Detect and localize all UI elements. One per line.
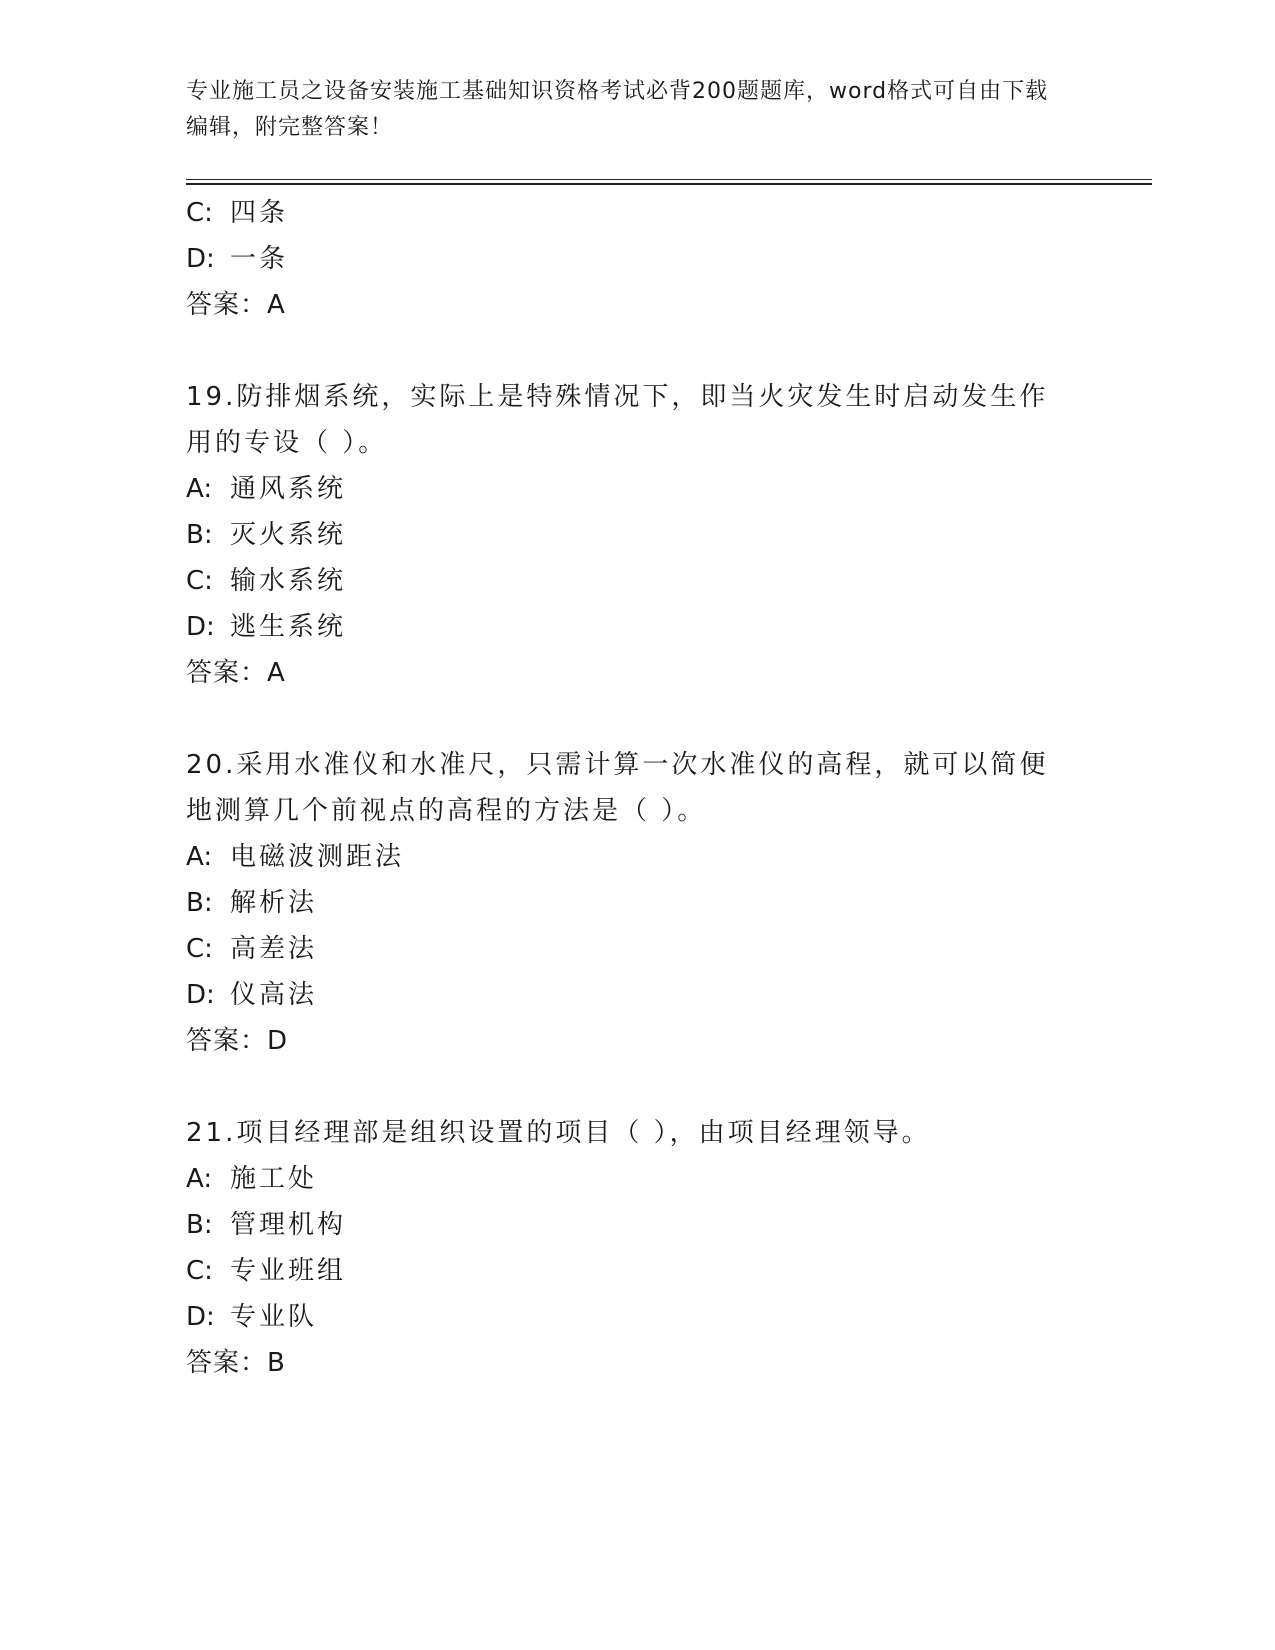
- option-label: D:: [186, 1302, 215, 1332]
- option-line: [186, 466, 1086, 512]
- option-line: [186, 926, 1086, 972]
- option-line: [186, 972, 1086, 1018]
- question-text: 19.防排烟系统，实际上是特殊情况下，即当火灾发生时启动发生作用的专设（ ）。: [186, 382, 1049, 458]
- question-block-20: [186, 742, 1086, 1064]
- option-text: 高差法: [230, 934, 318, 964]
- page-header: 专业施工员之设备安装施工基础知识资格考试必背200题题库，word格式可自由下载编辑，附完整答案！: [186, 79, 1049, 140]
- option-label: A:: [186, 474, 213, 504]
- option-text: 一条: [230, 244, 289, 274]
- option-label: B:: [186, 888, 213, 918]
- option-text: 专业班组: [230, 1256, 347, 1286]
- option-text: 施工处: [230, 1164, 318, 1194]
- option-label: C:: [186, 934, 213, 964]
- option-label: D:: [186, 980, 215, 1010]
- answer-line: 答案：A: [186, 658, 286, 688]
- option-text: 管理机构: [230, 1210, 347, 1240]
- option-text: 电磁波测距法: [230, 842, 405, 872]
- answer-line: 答案：A: [186, 290, 286, 320]
- option-line: [186, 1156, 1086, 1202]
- option-line: [186, 558, 1086, 604]
- option-label: D:: [186, 244, 215, 274]
- option-label: C:: [186, 1256, 213, 1286]
- option-label: B:: [186, 1210, 213, 1240]
- option-text: 仪高法: [230, 980, 318, 1010]
- option-label: A:: [186, 842, 213, 872]
- option-line: [186, 604, 1086, 650]
- option-line: [186, 1294, 1086, 1340]
- prev-question-block: [186, 190, 1086, 328]
- question-content: [186, 190, 1086, 1386]
- spacer: [186, 328, 1086, 374]
- spacer: [186, 696, 1086, 742]
- question-block-21: [186, 1110, 1086, 1386]
- question-block-19: [186, 374, 1086, 696]
- option-line: [186, 190, 1086, 236]
- option-line: [186, 236, 1086, 282]
- option-line: [186, 512, 1086, 558]
- option-text: 逃生系统: [230, 612, 347, 642]
- option-label: C:: [186, 198, 213, 228]
- option-label: C:: [186, 566, 213, 596]
- option-text: 输水系统: [230, 566, 347, 596]
- spacer: [186, 1064, 1086, 1110]
- question-text: 21.项目经理部是组织设置的项目（ ），由项目经理领导。: [186, 1118, 931, 1148]
- option-text: 专业队: [230, 1302, 318, 1332]
- header-rule-thin: [186, 179, 1152, 180]
- option-line: [186, 834, 1086, 880]
- answer-line: 答案：B: [186, 1348, 286, 1378]
- option-text: 解析法: [230, 888, 318, 918]
- option-label: D:: [186, 612, 215, 642]
- option-label: B:: [186, 520, 213, 550]
- option-line: [186, 880, 1086, 926]
- option-line: [186, 1202, 1086, 1248]
- option-line: [186, 1248, 1086, 1294]
- header-rule-thick: [186, 183, 1152, 185]
- question-text: 20.采用水准仪和水准尺，只需计算一次水准仪的高程，就可以简便地测算几个前视点的高程的方法是（ ）。: [186, 750, 1049, 826]
- option-label: A:: [186, 1164, 213, 1194]
- answer-line: 答案：D: [186, 1026, 289, 1056]
- option-text: 通风系统: [230, 474, 347, 504]
- option-text: 灭火系统: [230, 520, 347, 550]
- option-text: 四条: [230, 198, 289, 228]
